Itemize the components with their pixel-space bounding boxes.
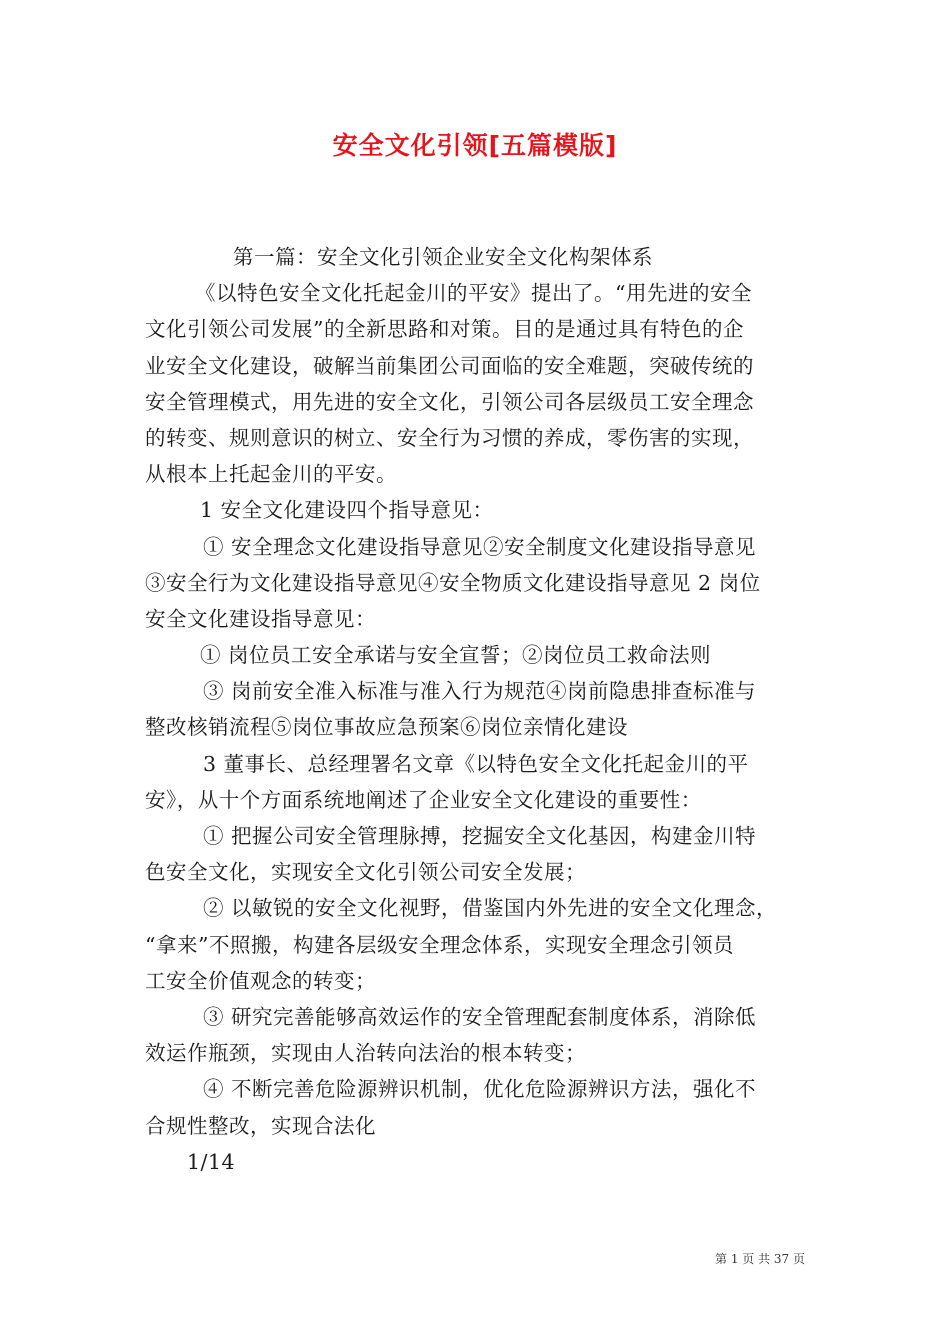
text-line: 色安全文化，实现安全文化引领公司安全发展； (145, 860, 586, 885)
text-line: 从根本上托起金川的平安。 (145, 462, 397, 487)
text-line: ③安全行为文化建设指导意见④安全物质文化建设指导意见 2 岗位 (145, 570, 761, 595)
text-line: 1 安全文化建设四个指导意见： (200, 498, 494, 523)
text-line: 第一篇：安全文化引领企业安全文化构架体系 (233, 245, 653, 269)
document-title: 安全文化引领[五篇模版] (332, 131, 618, 160)
text-line: 合规性整改，实现合法化 (145, 1113, 376, 1138)
text-line: ③ 研究完善能够高效运作的安全管理配套制度体系，消除低 (203, 1004, 757, 1029)
text-line: 安》，从十个方面系统地阐述了企业安全文化建设的重要性： (145, 787, 702, 812)
text-line: “拿来”不照搬，构建各层级安全理念体系，实现安全理念引领员 (145, 932, 734, 957)
text-line: ① 岗位员工安全承诺与安全宣誓；②岗位员工救命法则 (200, 643, 712, 668)
text-line: 整改核销流程⑤岗位事故应急预案⑥岗位亲情化建设 (145, 715, 628, 740)
text-line: 文化引领公司发展”的全新思路和对策。目的是通过具有特色的企 (145, 317, 744, 342)
text-line: ① 把握公司安全管理脉搏，挖掘安全文化基因，构建金川特 (203, 824, 757, 848)
page-footer: 第 1 页 共 37 页 (715, 1252, 805, 1266)
text-line: 工安全价值观念的转变； (145, 968, 376, 993)
text-line: 业安全文化建设，破解当前集团公司面临的安全难题，突破传统的 (145, 353, 754, 378)
text-line: ① 安全理念文化建设指导意见②安全制度文化建设指导意见 (203, 534, 757, 559)
text-line: 《以特色安全文化托起金川的平安》提出了。“用先进的安全 (195, 281, 752, 306)
text-line: ② 以敏锐的安全文化视野，借鉴国内外先进的安全文化理念， (203, 896, 778, 921)
text-line: 3 董事长、总经理署名文章《以特色安全文化托起金川的平 (203, 751, 749, 776)
text-line: ③ 岗前安全准入标准与准入行为规范④岗前隐患排查标准与 (203, 679, 757, 704)
text-line: 的转变、规则意识的树立、安全行为习惯的养成，零伤害的实现， (145, 425, 754, 450)
document-body (145, 239, 809, 1180)
text-line: 安全管理模式，用先进的安全文化，引领公司各层级员工安全理念 (145, 389, 754, 414)
text-line: ④ 不断完善危险源辨识机制，优化危险源辨识方法，强化不 (203, 1077, 757, 1102)
text-line: 安全文化建设指导意见： (145, 606, 376, 631)
text-line: 效运作瓶颈，实现由人治转向法治的根本转变； (145, 1041, 586, 1066)
text-line: 1/14 (187, 1149, 236, 1174)
